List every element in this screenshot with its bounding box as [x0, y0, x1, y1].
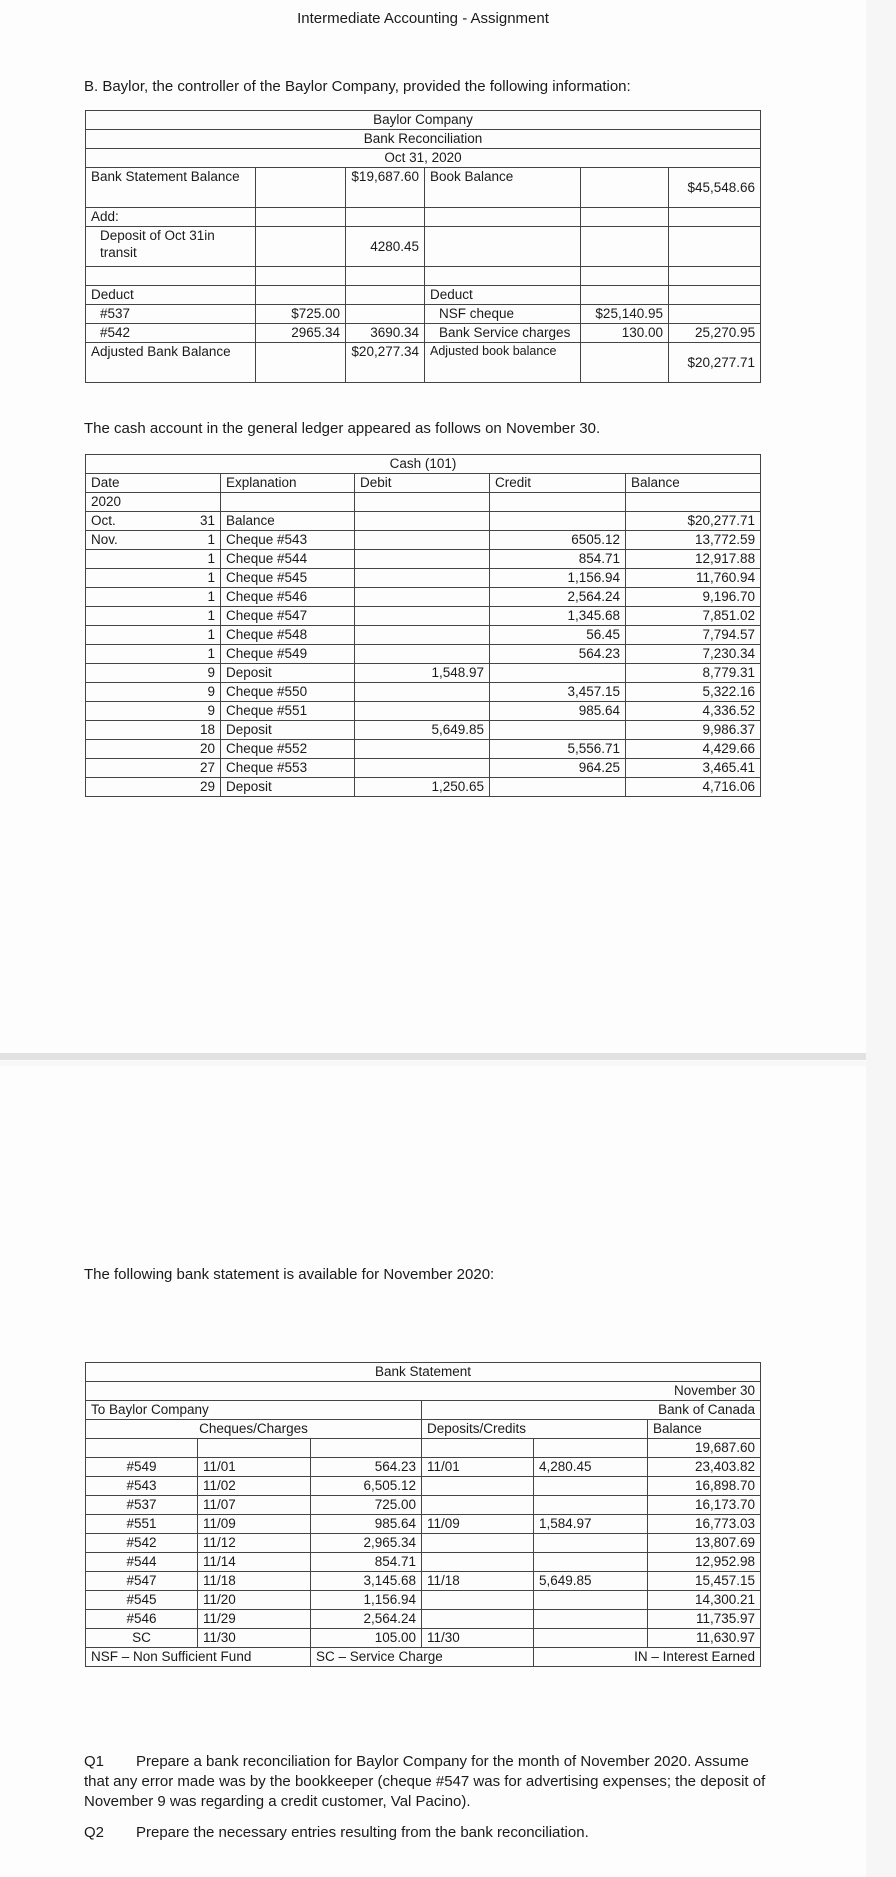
statement-cheque-date: 11/01: [198, 1458, 311, 1477]
ledger-day: 20: [154, 740, 221, 759]
ledger-debit: [355, 645, 490, 664]
statement-balance: 13,807.69: [648, 1534, 761, 1553]
statement-deposit-date: [422, 1496, 534, 1515]
ledger-credit: 3,457.15: [490, 683, 626, 702]
recon-date: Oct 31, 2020: [86, 149, 761, 168]
statement-cheque-date: 11/29: [198, 1610, 311, 1629]
header-balance: Balance: [648, 1420, 761, 1439]
statement-cheque-date: 11/30: [198, 1629, 311, 1648]
ledger-month: Nov.: [86, 531, 154, 550]
statement-cheque-amount: 105.00: [311, 1629, 422, 1648]
ledger-header-debit: Debit: [355, 474, 490, 493]
document-header: Intermediate Accounting - Assignment: [297, 10, 549, 27]
adjusted-bank-label: Adjusted Bank Balance: [86, 343, 256, 383]
statement-deposit-date: [422, 1477, 534, 1496]
adjusted-book-value: $20,277.71: [669, 343, 761, 383]
ledger-debit: [355, 607, 490, 626]
statement-balance: 12,952.98: [648, 1553, 761, 1572]
ledger-month: [86, 626, 154, 645]
ledger-row: [86, 778, 761, 797]
ledger-debit: [355, 512, 490, 531]
ledger-credit: 854.71: [490, 550, 626, 569]
ledger-row: [86, 702, 761, 721]
ledger-header-explanation: Explanation: [221, 474, 355, 493]
ledger-month: [86, 683, 154, 702]
ledger-row: [86, 588, 761, 607]
ledger-credit: 6505.12: [490, 531, 626, 550]
ledger-month: [86, 778, 154, 797]
ledger-explanation: Cheque #550: [221, 683, 355, 702]
statement-cheque-number: #543: [86, 1477, 198, 1496]
ledger-balance: 7,230.34: [626, 645, 761, 664]
statement-cheque-amount: 2,965.34: [311, 1534, 422, 1553]
statement-cheque-number: #546: [86, 1610, 198, 1629]
ledger-credit: 1,156.94: [490, 569, 626, 588]
ledger-balance: 9,196.70: [626, 588, 761, 607]
ledger-row: [86, 531, 761, 550]
ledger-row: [86, 664, 761, 683]
ledger-explanation: Cheque #545: [221, 569, 355, 588]
statement-deposit-date: 11/01: [422, 1458, 534, 1477]
statement-deposit-amount: [534, 1591, 648, 1610]
book-balance-value: $45,548.66: [669, 168, 761, 208]
header-cheques-charges: Cheques/Charges: [86, 1420, 422, 1439]
ledger-row: [86, 626, 761, 645]
ledger-row: [86, 607, 761, 626]
ledger-month: [86, 759, 154, 778]
question-text: Prepare the necessary entries resulting from the bank reconciliation.: [136, 1824, 589, 1841]
bank-statement-balance-value: $19,687.60: [346, 168, 425, 208]
ledger-balance: 5,322.16: [626, 683, 761, 702]
statement-deposit-amount: [534, 1553, 648, 1572]
ledger-credit: 564.23: [490, 645, 626, 664]
deposit-in-transit-label: Deposit of Oct 31in transit: [86, 227, 256, 267]
question-1: [84, 1752, 774, 1812]
statement-deposit-amount: [534, 1477, 648, 1496]
ledger-day: 1: [154, 569, 221, 588]
statement-cheque-number: #551: [86, 1515, 198, 1534]
statement-date: November 30: [86, 1382, 761, 1401]
service-charge-label: Bank Service charges: [425, 324, 581, 343]
ledger-debit: [355, 550, 490, 569]
statement-deposit-amount: [534, 1610, 648, 1629]
statement-balance: 15,457.15: [648, 1572, 761, 1591]
statement-row: [86, 1534, 761, 1553]
statement-deposit-amount: [534, 1629, 648, 1648]
ledger-day: 1: [154, 531, 221, 550]
ledger-credit: [490, 721, 626, 740]
ledger-day: 9: [154, 702, 221, 721]
ledger-explanation: Cheque #548: [221, 626, 355, 645]
statement-cheque-amount: 725.00: [311, 1496, 422, 1515]
ledger-day: 1: [154, 550, 221, 569]
bank-deduct-total: 3690.34: [346, 324, 425, 343]
statement-balance: 11,735.97: [648, 1610, 761, 1629]
statement-cheque-number: #537: [86, 1496, 198, 1515]
ledger-credit: 2,564.24: [490, 588, 626, 607]
book-balance-label: Book Balance: [425, 168, 581, 208]
ledger-balance: 7,851.02: [626, 607, 761, 626]
ledger-explanation: Cheque #551: [221, 702, 355, 721]
ledger-balance: 3,465.41: [626, 759, 761, 778]
legend-nsf: NSF – Non Sufficient Fund: [86, 1648, 311, 1667]
statement-cheque-date: 11/18: [198, 1572, 311, 1591]
ledger-month: [86, 588, 154, 607]
book-deduct-total: 25,270.95: [669, 324, 761, 343]
ledger-debit: 1,250.65: [355, 778, 490, 797]
ledger-title: Cash (101): [86, 455, 761, 474]
nsf-label: NSF cheque: [425, 305, 581, 324]
ledger-explanation: Deposit: [221, 664, 355, 683]
service-charge-value: 130.00: [581, 324, 669, 343]
ledger-day: 29: [154, 778, 221, 797]
ledger-intro-text: The cash account in the general ledger appeared as follows on November 30.: [84, 420, 601, 437]
page-break-shadow: [0, 1061, 866, 1066]
ledger-month: [86, 569, 154, 588]
statement-cheque-number: #542: [86, 1534, 198, 1553]
statement-row: [86, 1591, 761, 1610]
ledger-credit: 1,345.68: [490, 607, 626, 626]
ledger-row: [86, 512, 761, 531]
ledger-header-date: Date: [86, 474, 221, 493]
statement-row: [86, 1553, 761, 1572]
ledger-day: 1: [154, 588, 221, 607]
statement-cheque-amount: 3,145.68: [311, 1572, 422, 1591]
statement-row: [86, 1477, 761, 1496]
ledger-day: 31: [154, 512, 221, 531]
statement-deposit-date: 11/30: [422, 1629, 534, 1648]
statement-deposit-amount: [534, 1534, 648, 1553]
ledger-explanation: Deposit: [221, 778, 355, 797]
statement-intro-text: The following bank statement is available for November 2020:: [84, 1266, 495, 1283]
deduct-label-book: Deduct: [425, 286, 581, 305]
question-text: Prepare a bank reconciliation for Baylor Company for the month of November 2020. Assume that any error made was by the bookkeeper (cheque #547 was for advertising expenses; the deposit of November 9 was regarding a credit customer, Val Pacino).: [84, 1753, 766, 1810]
statement-balance: 14,300.21: [648, 1591, 761, 1610]
cheque-542-label: #542: [86, 324, 256, 343]
cheque-542-value: 2965.34: [256, 324, 346, 343]
statement-deposit-date: [422, 1553, 534, 1572]
ledger-debit: 1,548.97: [355, 664, 490, 683]
ledger-explanation: Balance: [221, 512, 355, 531]
ledger-debit: [355, 740, 490, 759]
statement-recipient: To Baylor Company: [86, 1401, 422, 1420]
ledger-debit: [355, 759, 490, 778]
statement-cheque-amount: 2,564.24: [311, 1610, 422, 1629]
ledger-credit: [490, 512, 626, 531]
page-break-divider: [0, 1053, 866, 1060]
ledger-row: [86, 569, 761, 588]
ledger-row: [86, 721, 761, 740]
ledger-month: [86, 721, 154, 740]
recon-title: Bank Reconciliation: [86, 130, 761, 149]
ledger-month: [86, 702, 154, 721]
ledger-day: 1: [154, 626, 221, 645]
ledger-month: [86, 740, 154, 759]
ledger-month: [86, 607, 154, 626]
statement-cheque-number: #545: [86, 1591, 198, 1610]
ledger-balance: $20,277.71: [626, 512, 761, 531]
ledger-header-balance: Balance: [626, 474, 761, 493]
ledger-debit: [355, 626, 490, 645]
statement-row: [86, 1629, 761, 1648]
ledger-debit: [355, 702, 490, 721]
ledger-balance: 4,716.06: [626, 778, 761, 797]
ledger-row: [86, 550, 761, 569]
ledger-credit: [490, 778, 626, 797]
statement-cheque-date: 11/09: [198, 1515, 311, 1534]
bank-statement-table: [85, 1362, 761, 1667]
ledger-credit: 56.45: [490, 626, 626, 645]
ledger-explanation: Cheque #547: [221, 607, 355, 626]
ledger-explanation: Cheque #544: [221, 550, 355, 569]
cheque-537-value: $725.00: [256, 305, 346, 324]
deposit-in-transit-value: 4280.45: [346, 227, 425, 267]
adjusted-book-label: Adjusted book balance: [425, 343, 581, 383]
ledger-debit: [355, 683, 490, 702]
ledger-explanation: Deposit: [221, 721, 355, 740]
ledger-balance: 9,986.37: [626, 721, 761, 740]
ledger-row: [86, 759, 761, 778]
page-margin: [866, 0, 896, 1877]
statement-cheque-date: 11/20: [198, 1591, 311, 1610]
ledger-credit: 985.64: [490, 702, 626, 721]
statement-deposit-date: 11/09: [422, 1515, 534, 1534]
statement-row: [86, 1458, 761, 1477]
statement-cheque-number: SC: [86, 1629, 198, 1648]
statement-balance: 23,403.82: [648, 1458, 761, 1477]
ledger-debit: [355, 531, 490, 550]
ledger-explanation: Cheque #553: [221, 759, 355, 778]
oct-bank-reconciliation-table: [85, 110, 761, 383]
ledger-year: 2020: [86, 493, 221, 512]
legend-sc: SC – Service Charge: [311, 1648, 534, 1667]
statement-deposit-amount: 5,649.85: [534, 1572, 648, 1591]
statement-cheque-number: #544: [86, 1553, 198, 1572]
ledger-day: 1: [154, 607, 221, 626]
statement-balance: 16,173.70: [648, 1496, 761, 1515]
ledger-balance: 11,760.94: [626, 569, 761, 588]
ledger-credit: [490, 664, 626, 683]
ledger-day: 9: [154, 683, 221, 702]
ledger-balance: 13,772.59: [626, 531, 761, 550]
statement-deposit-date: [422, 1534, 534, 1553]
statement-row: [86, 1610, 761, 1629]
statement-balance: 11,630.97: [648, 1629, 761, 1648]
ledger-row: [86, 683, 761, 702]
statement-deposit-amount: 4,280.45: [534, 1458, 648, 1477]
question-2: [84, 1823, 774, 1843]
ledger-balance: 4,336.52: [626, 702, 761, 721]
cheque-537-label: #537: [86, 305, 256, 324]
ledger-day: 9: [154, 664, 221, 683]
statement-deposit-amount: [534, 1496, 648, 1515]
statement-cheque-date: 11/02: [198, 1477, 311, 1496]
ledger-month: Oct.: [86, 512, 154, 531]
ledger-day: 1: [154, 645, 221, 664]
ledger-balance: 12,917.88: [626, 550, 761, 569]
statement-balance: 16,898.70: [648, 1477, 761, 1496]
ledger-debit: 5,649.85: [355, 721, 490, 740]
ledger-explanation: Cheque #549: [221, 645, 355, 664]
intro-text: B. Baylor, the controller of the Baylor Company, provided the following information:: [84, 78, 631, 95]
ledger-row: [86, 740, 761, 759]
statement-row: [86, 1515, 761, 1534]
statement-cheque-date: 11/14: [198, 1553, 311, 1572]
ledger-credit: 964.25: [490, 759, 626, 778]
statement-bank: Bank of Canada: [422, 1401, 761, 1420]
ledger-explanation: Cheque #552: [221, 740, 355, 759]
ledger-header-credit: Credit: [490, 474, 626, 493]
bank-statement-balance-label: Bank Statement Balance: [86, 168, 256, 208]
statement-deposit-amount: 1,584.97: [534, 1515, 648, 1534]
ledger-day: 18: [154, 721, 221, 740]
opening-balance: 19,687.60: [648, 1439, 761, 1458]
statement-cheque-amount: 564.23: [311, 1458, 422, 1477]
ledger-month: [86, 645, 154, 664]
ledger-day: 27: [154, 759, 221, 778]
statement-deposit-date: [422, 1591, 534, 1610]
statement-title: Bank Statement: [86, 1363, 761, 1382]
ledger-month: [86, 664, 154, 683]
statement-row: [86, 1572, 761, 1591]
header-deposits-credits: Deposits/Credits: [422, 1420, 648, 1439]
statement-cheque-date: 11/07: [198, 1496, 311, 1515]
statement-row: [86, 1496, 761, 1515]
ledger-debit: [355, 588, 490, 607]
statement-cheque-amount: 6,505.12: [311, 1477, 422, 1496]
legend-in: IN – Interest Earned: [534, 1648, 761, 1667]
adjusted-bank-value: $20,277.34: [346, 343, 425, 383]
statement-deposit-date: 11/18: [422, 1572, 534, 1591]
add-label: Add:: [86, 208, 256, 227]
question-number: Q1: [84, 1753, 105, 1770]
nsf-value: $25,140.95: [581, 305, 669, 324]
ledger-balance: 4,429.66: [626, 740, 761, 759]
statement-cheque-amount: 854.71: [311, 1553, 422, 1572]
ledger-credit: 5,556.71: [490, 740, 626, 759]
statement-balance: 16,773.03: [648, 1515, 761, 1534]
ledger-balance: 7,794.57: [626, 626, 761, 645]
statement-cheque-number: #547: [86, 1572, 198, 1591]
statement-cheque-date: 11/12: [198, 1534, 311, 1553]
ledger-month: [86, 550, 154, 569]
ledger-balance: 8,779.31: [626, 664, 761, 683]
statement-deposit-date: [422, 1610, 534, 1629]
ledger-explanation: Cheque #543: [221, 531, 355, 550]
statement-cheque-amount: 985.64: [311, 1515, 422, 1534]
statement-cheque-number: #549: [86, 1458, 198, 1477]
ledger-explanation: Cheque #546: [221, 588, 355, 607]
ledger-debit: [355, 569, 490, 588]
ledger-row: [86, 645, 761, 664]
deduct-label: Deduct: [86, 286, 256, 305]
statement-cheque-amount: 1,156.94: [311, 1591, 422, 1610]
cash-ledger-table: [85, 454, 761, 797]
question-number: Q2: [84, 1824, 105, 1841]
company-name: Baylor Company: [86, 111, 761, 130]
